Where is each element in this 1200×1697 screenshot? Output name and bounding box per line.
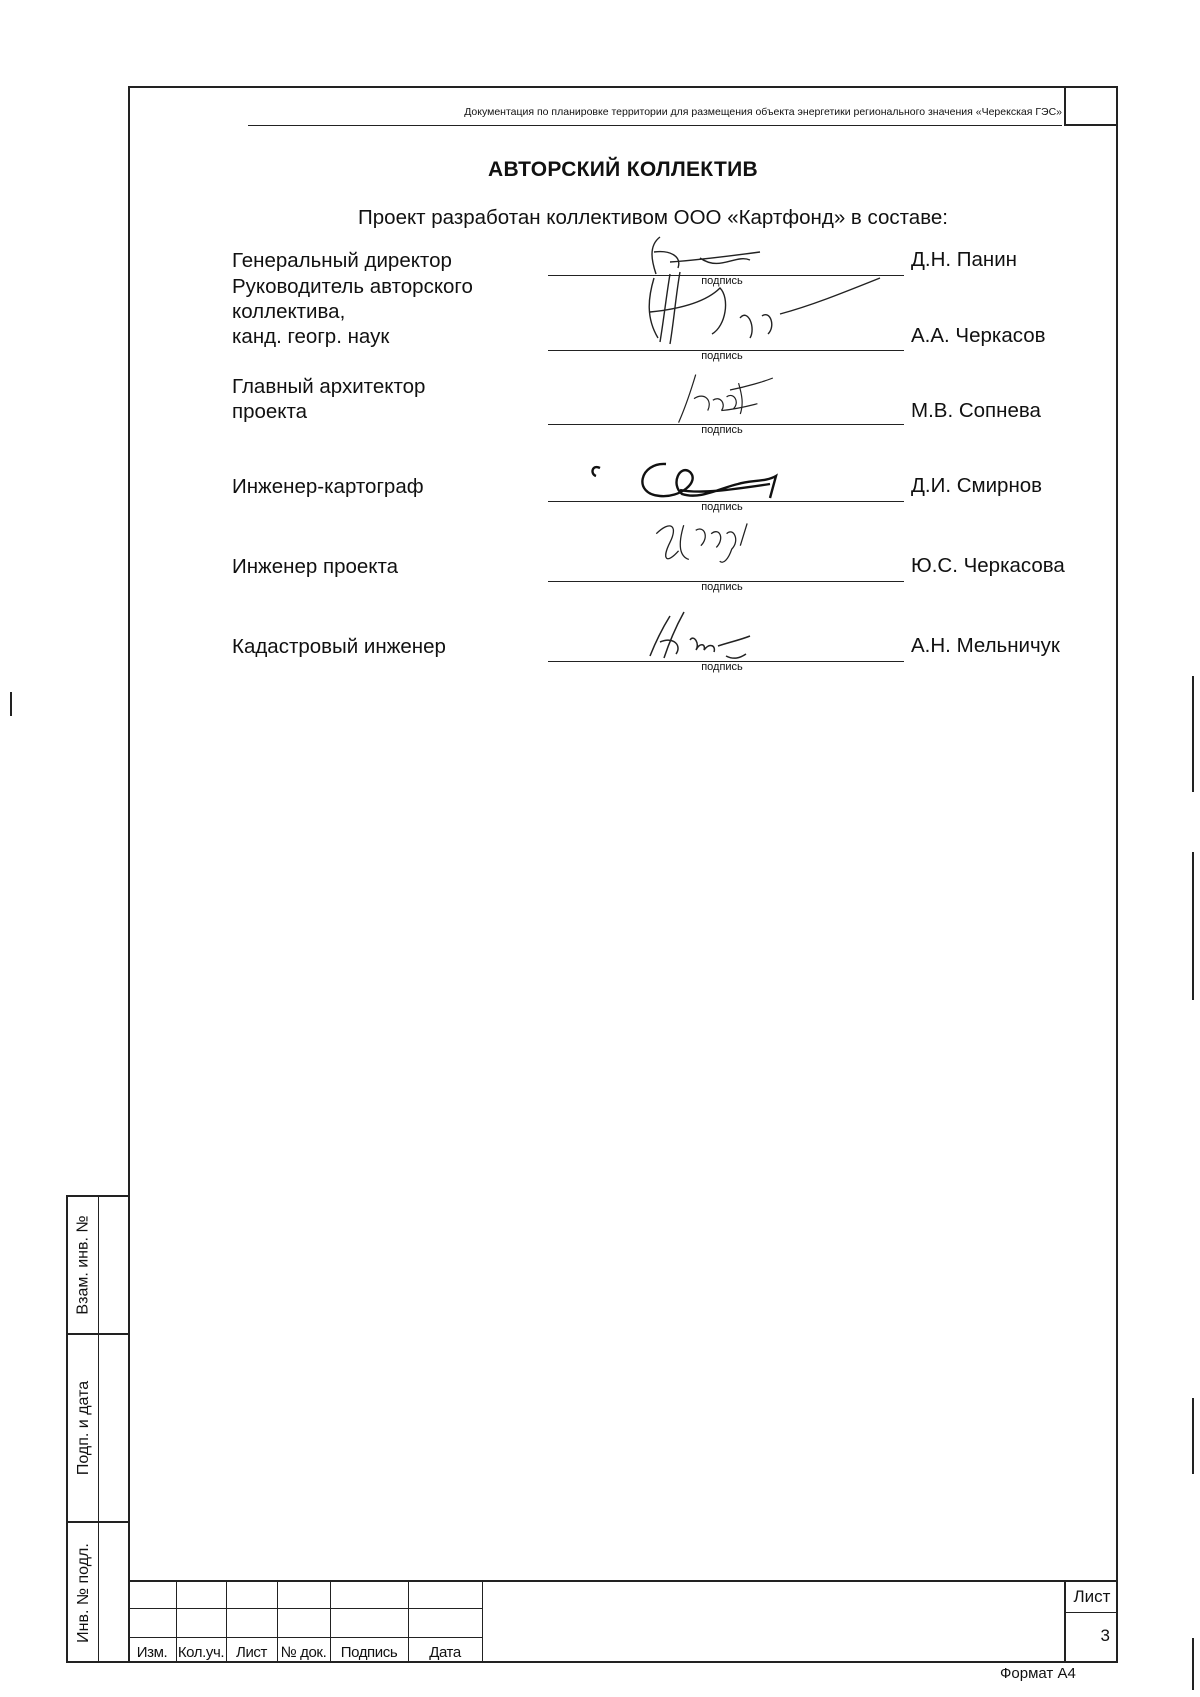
signature-caption: подпись xyxy=(701,275,743,287)
title-block-column-label: Подпись xyxy=(340,1644,398,1661)
title-block-column-label: Кол.уч. xyxy=(177,1644,225,1661)
intro-text: Проект разработан коллективом ООО «Картфонд» в составе: xyxy=(358,206,948,229)
sheet-label: Лист xyxy=(1073,1587,1111,1606)
signature-caption: подпись xyxy=(701,350,743,362)
signatory-name: Д.И. Смирнов xyxy=(911,474,1043,497)
margin-mark xyxy=(1192,1398,1194,1474)
title-block xyxy=(128,1580,1118,1663)
signatory-position: Руководитель авторского коллектива, канд. геогр. наук xyxy=(232,275,473,348)
side-stamp-cell xyxy=(68,1523,130,1663)
side-stamp-label: Взам. инв. № xyxy=(75,1215,92,1315)
sheet-number-cell xyxy=(1064,1582,1118,1663)
header-corner-cell xyxy=(1064,88,1116,126)
margin-mark xyxy=(1192,676,1194,792)
signatory-name: Ю.С. Черкасова xyxy=(911,554,1065,577)
side-stamp-label: Инв. № подл. xyxy=(75,1543,93,1643)
title-block-column-label: Дата xyxy=(429,1644,461,1661)
signatory-name: А.Н. Мельничук xyxy=(911,634,1060,657)
title-block-column-label: № док. xyxy=(280,1644,327,1661)
signatory-position: Главный архитектор проекта xyxy=(232,375,426,423)
handwritten-signature xyxy=(630,606,830,666)
signatory-position: Генеральный директор xyxy=(232,249,452,272)
side-stamp-cell xyxy=(68,1197,130,1335)
margin-mark xyxy=(1192,1638,1194,1690)
signatory-position: Кадастровый инженер xyxy=(232,635,446,658)
format-label: Формат А4 xyxy=(1000,1665,1076,1682)
side-stamp xyxy=(66,1195,130,1663)
signature-caption: подпись xyxy=(701,581,743,593)
document-header: Документация по планировке территории для размещения объекта энергетики регионального значения «Черекская ГЭС» xyxy=(464,106,1062,118)
signatory-name: М.В. Сопнева xyxy=(911,399,1041,422)
margin-mark xyxy=(1192,852,1194,1000)
side-stamp-cell xyxy=(68,1335,130,1523)
handwritten-signature xyxy=(630,508,830,568)
signature-caption: подпись xyxy=(701,501,743,513)
title-block-column-label: Лист xyxy=(236,1644,267,1661)
side-stamp-label: Подп. и дата xyxy=(75,1380,92,1476)
title-block-column-label: Изм. xyxy=(136,1644,168,1661)
page-frame xyxy=(128,86,1118,1663)
page-title: АВТОРСКИЙ КОЛЛЕКТИВ xyxy=(488,158,758,181)
signatory-name: А.А. Черкасов xyxy=(911,324,1046,347)
signature-caption: подпись xyxy=(701,424,743,436)
signatory-position: Инженер проекта xyxy=(232,555,399,578)
signatory-position: Инженер-картограф xyxy=(232,475,424,498)
handwritten-signature xyxy=(630,366,830,426)
signature-caption: подпись xyxy=(701,661,743,673)
margin-mark xyxy=(10,692,12,716)
header-underline xyxy=(248,125,1062,126)
signatory-name: Д.Н. Панин xyxy=(911,248,1018,271)
sheet-number: 3 xyxy=(1100,1626,1110,1645)
handwritten-signature xyxy=(630,268,890,348)
